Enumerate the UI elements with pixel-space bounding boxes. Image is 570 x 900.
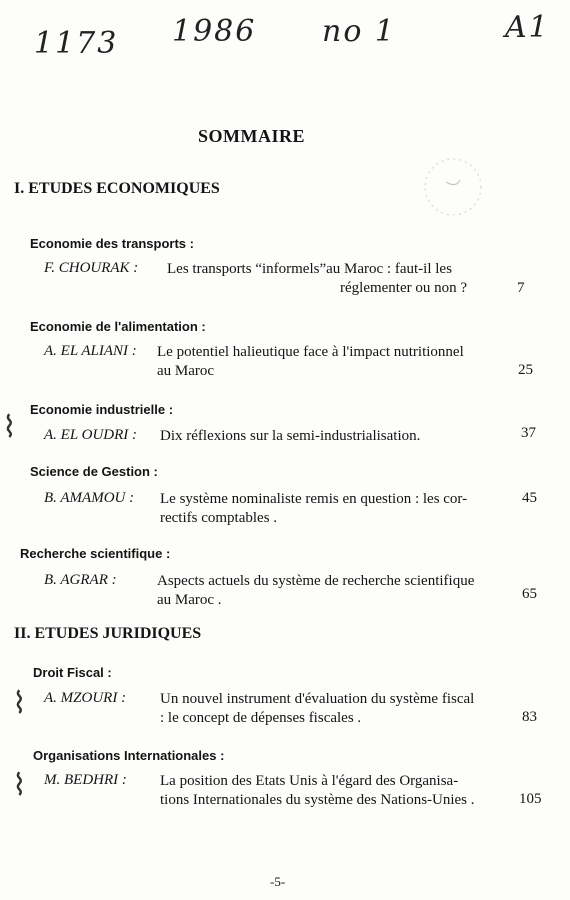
entry-author: F. CHOURAK : xyxy=(44,260,139,276)
entry-page: 37 xyxy=(521,425,536,441)
section-heading: Economie de l'alimentation : xyxy=(30,319,206,334)
handwritten-code: A1 xyxy=(505,10,550,45)
entry-title-line1: Aspects actuels du système de recherche scientifique xyxy=(157,573,475,589)
part-heading: II. ETUDES JURIDIQUES xyxy=(14,625,202,642)
entry-page: 105 xyxy=(519,791,542,807)
section-heading: Droit Fiscal : xyxy=(33,665,112,680)
handwritten-margin-mark: ⌇ xyxy=(2,410,17,445)
entry-title-line2: au Maroc xyxy=(157,363,215,379)
section-heading: Recherche scientifique : xyxy=(20,546,171,561)
entry-title-line2: rectifs comptables . xyxy=(160,510,278,526)
entry-author: M. BEDHRI : xyxy=(44,772,127,788)
entry-title-line1: Un nouvel instrument d'évaluation du système fiscal xyxy=(160,691,475,707)
entry-title-line2: tions Internationales du système des Nations-Unies . xyxy=(160,792,475,808)
section-heading: Organisations Internationales : xyxy=(33,748,225,763)
handwritten-number: 1173 xyxy=(34,26,119,61)
entry-page: 25 xyxy=(518,362,533,378)
entry-title-line1: Le potentiel halieutique face à l'impact nutritionnel xyxy=(157,344,464,360)
entry-author: B. AGRAR : xyxy=(44,572,117,588)
section-heading: Economie des transports : xyxy=(30,236,194,251)
entry-title-line1: La position des Etats Unis à l'égard des Organisa- xyxy=(160,773,459,789)
section-heading: Science de Gestion : xyxy=(30,464,158,479)
handwritten-year: 1986 xyxy=(172,14,257,49)
entry-page: 65 xyxy=(522,586,537,602)
entry-title-line2: : le concept de dépenses fiscales . xyxy=(160,710,362,726)
handwritten-margin-mark: ⌇ xyxy=(12,686,27,721)
stamp-mark xyxy=(418,152,488,222)
footer-page-number: -5- xyxy=(270,874,286,889)
entry-author: A. EL ALIANI : xyxy=(44,343,137,359)
entry-author: A. MZOURI : xyxy=(44,690,127,706)
entry-title-line1: Dix réflexions sur la semi-industrialisation. xyxy=(160,428,421,444)
entry-title-line1: Le système nominaliste remis en question : les cor- xyxy=(160,491,468,507)
entry-page: 83 xyxy=(522,709,537,725)
entry-author: B. AMAMOU : xyxy=(44,490,135,506)
entry-title-line2: au Maroc . xyxy=(157,592,222,608)
entry-title-line2: réglementer ou non ? xyxy=(340,280,468,296)
entry-page: 45 xyxy=(522,490,537,506)
entry-page: 7 xyxy=(517,280,525,296)
page-title: SOMMAIRE xyxy=(198,126,305,146)
handwritten-issue: no 1 xyxy=(322,14,397,49)
entry-title-line1: Les transports “informels”au Maroc : faut-il les xyxy=(167,261,452,277)
entry-author: A. EL OUDRI : xyxy=(44,427,138,443)
part-heading: I. ETUDES ECONOMIQUES xyxy=(14,180,220,197)
handwritten-margin-mark: ⌇ xyxy=(12,768,27,803)
section-heading: Economie industrielle : xyxy=(30,402,174,417)
